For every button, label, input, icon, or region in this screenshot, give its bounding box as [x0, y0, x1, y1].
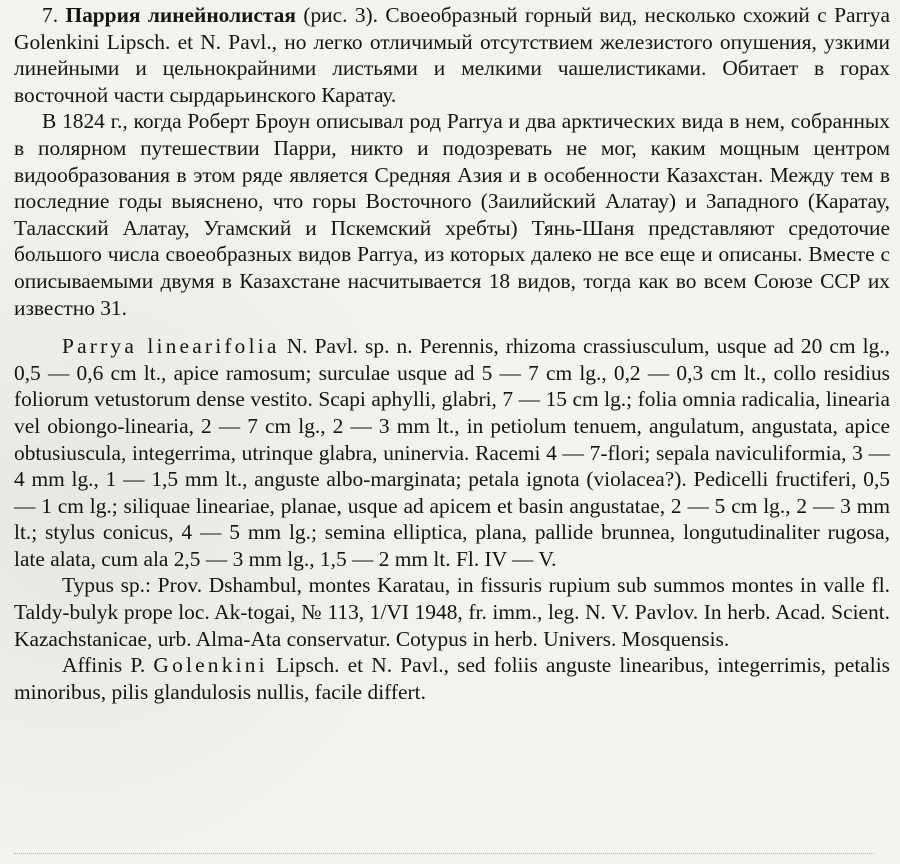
diagnosis-text: Perennis, rhizoma crassiusculum, usque ad 20 cm lg., 0,5 — 0,6 cm lt., apice ramosum; surculae usque ad 5 — 7 cm lg., 0,2 — 0,3 cm lt., collo residius foliorum vetustorum dense vestito. Scapi aphylli, glabri, 7 — 15 cm lg.; folia omnia radicalia, linearia vel obiongo-linearia, 2 — 7 cm lg., 2 — 3 mm lt., in petiolum tenuem, angulatum, angustata, apice obtusiuscula, integerrima, utrinque glabra, uninervia. Racemi 4 — 7-flori; sepala naviculiformia, 3 — 4 mm lg., 1 — 1,5 mm lt., anguste albo-marginata; petala ignota (violacea?). Pedicelli fructiferi, 0,5 — 1 cm lg.; siliquae lineariae, planae, usque ad apicem et basin angustatae, 2 — 5 cm lg., 2 — 3 mm lt.; stylus conicus, 4 — 5 mm lg.; semina elliptica, plana, pallide brunnea, longutudinaliter rugosa, late alata, cum ala 2,5 — 3 mm lg., 1,5 — 2 mm lt. Fl. IV — V.	[14, 334, 890, 571]
entry-description: Своеобразный горный вид, несколько схожий с Parrya Golenkini Lipsch. et N. Pavl., но легко отличимый отсутствием железистого опушения, узкими линейными и цельнокрайними листьями и мелкими чашелистиками. Обитает в горах восточной части сырдарьинского Каратау.	[14, 3, 890, 107]
affinis-lead: Affinis P.	[62, 653, 146, 678]
page-bottom-edge	[14, 853, 874, 864]
species-latin-name: Parrya linearifolia	[62, 334, 280, 359]
species-russian-name: Паррия линейнолистая	[65, 3, 296, 27]
affinis-paragraph	[14, 652, 890, 705]
typus-label: Typus sp.:	[62, 573, 151, 598]
latin-diagnosis-paragraph	[14, 333, 890, 572]
typus-paragraph	[14, 572, 890, 652]
history-paragraph: В 1824 г., когда Роберт Броун описывал род Parrya и два арктических вида в нем, собранных в полярном путешествии Парри, никто и подозревать не мог, каким мощным центром видообразования в этом ряде является Средняя Азия и в особенности Казахстан. Между тем в последние годы выяснено, что горы Восточного (Заилийский Алатау) и Западного (Каратау, Таласский Алатау, Угамский и Пскемский хребты) Тянь-Шаня представляют средоточие большого числа своеобразных видов Parrya, из которых далеко не все еще и описаны. Вместе с описываемыми двумя в Казахстане насчитывается 18 видов, тогда как во всем Союзе ССР их известно 31.	[14, 109, 890, 320]
affinis-text: Lipsch. et N. Pavl., sed foliis anguste linearibus, integerrimis, petalis minoribus, pilis glandulosis nullis, facile differt.	[14, 653, 890, 704]
species-authority: N. Pavl. sp. n.	[286, 334, 413, 359]
species-entry-paragraph	[14, 2, 890, 108]
typus-text: Prov. Dshambul, montes Karatau, in fissuris rupium sub summos montes in valle fl. Taldy-bulyk prope loc. Ak-togai, № 113, 1/VI 1948, fr. imm., leg. N. V. Pavlov. In herb. Acad. Scient. Kazachstanicae, urb. Alma-Ata conservatur. Cotypus in herb. Univers. Mosquensis.	[14, 573, 891, 651]
entry-number: 7.	[42, 3, 59, 27]
affinis-species-name: Golenkini	[153, 653, 268, 678]
figure-reference: (рис. 3).	[303, 3, 379, 27]
